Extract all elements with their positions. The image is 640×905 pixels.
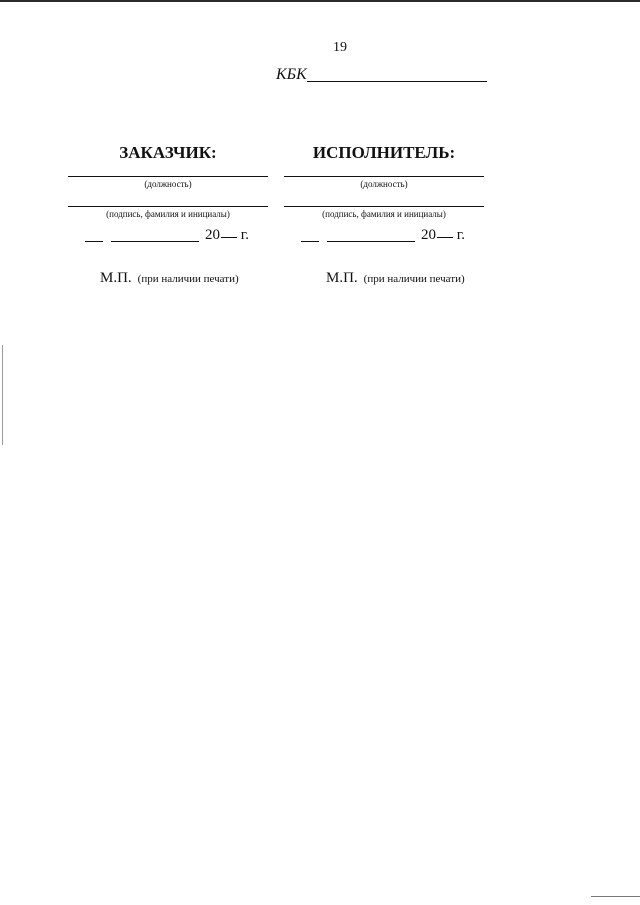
customer-date-year-blank[interactable] (221, 237, 237, 238)
customer-stamp (100, 270, 239, 287)
contractor-date-year-prefix: 20 (421, 227, 436, 243)
scan-left-margin-mark (2, 345, 3, 445)
contractor-signature-caption: (подпись, фамилия и инициалы) (322, 209, 446, 219)
customer-signature-caption: (подпись, фамилия и инициалы) (106, 209, 230, 219)
kbk-field (276, 64, 487, 84)
contractor-stamp (326, 270, 465, 287)
contractor-date-month-blank[interactable] (327, 241, 415, 242)
contractor-date-year-suffix: г. (456, 227, 465, 243)
scan-bottom-mark (591, 896, 640, 897)
customer-date-year-prefix: 20 (205, 227, 220, 243)
scan-top-edge (0, 0, 640, 2)
kbk-label: КБК (276, 66, 307, 83)
contractor-signature-block (284, 142, 484, 246)
customer-position-line[interactable] (68, 176, 268, 177)
contractor-title: ИСПОЛНИТЕЛЬ: (312, 143, 456, 162)
customer-date-day-blank[interactable] (85, 241, 103, 242)
customer-date-year-suffix: г. (240, 227, 249, 243)
customer-signature-block (68, 142, 268, 246)
contractor-date-year-blank[interactable] (437, 237, 453, 238)
customer-signature-line[interactable] (68, 206, 268, 207)
page-number: 19 (333, 40, 347, 55)
customer-date-month-blank[interactable] (111, 241, 199, 242)
customer-position-caption: (должность) (144, 179, 192, 189)
contractor-date-day-blank[interactable] (301, 241, 319, 242)
contractor-position-caption: (должность) (360, 179, 408, 189)
contractor-stamp-note: (при наличии печати) (363, 273, 465, 285)
kbk-blank-line[interactable] (307, 81, 487, 82)
contractor-position-line[interactable] (284, 176, 484, 177)
contractor-signature-line[interactable] (284, 206, 484, 207)
customer-date-row (68, 226, 268, 246)
contractor-stamp-label: М.П. (326, 270, 358, 286)
contractor-date-year (421, 226, 465, 244)
customer-stamp-label: М.П. (100, 270, 132, 286)
customer-date-year (205, 226, 249, 244)
customer-title: ЗАКАЗЧИК: (119, 143, 217, 162)
customer-stamp-note: (при наличии печати) (137, 273, 239, 285)
contractor-date-row (284, 226, 484, 246)
